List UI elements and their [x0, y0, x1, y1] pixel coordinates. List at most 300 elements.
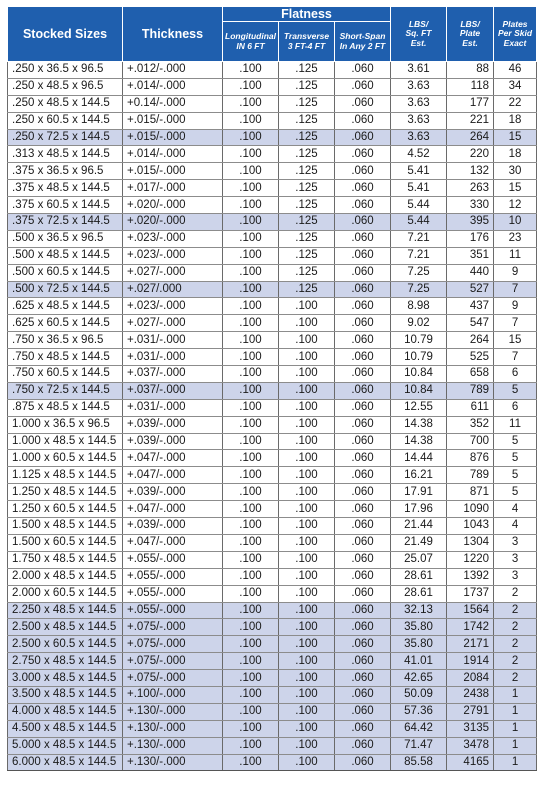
cell-flatness-longitudinal: .100: [223, 534, 279, 551]
cell-flatness-short-span: .060: [335, 112, 391, 129]
cell-flatness-longitudinal: .100: [223, 467, 279, 484]
header-plates-line3: Exact: [503, 37, 527, 48]
cell-plates-per-skid: 34: [494, 78, 537, 95]
cell-plates-per-skid: 5: [494, 484, 537, 501]
cell-lbs-per-plate: 264: [447, 332, 494, 349]
header-lbs-sqft-line3: Est.: [410, 37, 427, 48]
cell-stocked-size: 4.500 x 48.5 x 144.5: [8, 720, 123, 737]
table-row: [8, 416, 537, 433]
cell-thickness: +.039/-.000: [123, 484, 223, 501]
cell-flatness-short-span: .060: [335, 95, 391, 112]
cell-plates-per-skid: 11: [494, 416, 537, 433]
cell-plates-per-skid: 5: [494, 433, 537, 450]
cell-flatness-transverse: .125: [279, 214, 335, 231]
cell-flatness-short-span: .060: [335, 467, 391, 484]
cell-flatness-longitudinal: .100: [223, 382, 279, 399]
header-longitudinal-line1: Longitudinal: [225, 31, 276, 41]
cell-flatness-longitudinal: .100: [223, 298, 279, 315]
cell-flatness-short-span: .060: [335, 653, 391, 670]
cell-thickness: +.130/-.000: [123, 720, 223, 737]
header-transverse: [279, 22, 335, 62]
table-row: [8, 501, 537, 518]
table-row: [8, 720, 537, 737]
cell-stocked-size: 4.000 x 48.5 x 144.5: [8, 703, 123, 720]
cell-lbs-per-plate: 876: [447, 450, 494, 467]
cell-flatness-transverse: .100: [279, 433, 335, 450]
cell-plates-per-skid: 6: [494, 399, 537, 416]
cell-flatness-transverse: .100: [279, 737, 335, 754]
cell-flatness-short-span: .060: [335, 602, 391, 619]
cell-stocked-size: .500 x 72.5 x 144.5: [8, 281, 123, 298]
cell-stocked-size: .250 x 48.5 x 96.5: [8, 78, 123, 95]
header-stocked-sizes: Stocked Sizes: [8, 7, 123, 62]
cell-flatness-longitudinal: .100: [223, 568, 279, 585]
cell-lbs-per-sqft: 5.44: [391, 214, 447, 231]
cell-flatness-short-span: .060: [335, 568, 391, 585]
cell-lbs-per-sqft: 3.63: [391, 112, 447, 129]
cell-stocked-size: .500 x 60.5 x 144.5: [8, 264, 123, 281]
table-row: [8, 619, 537, 636]
cell-flatness-longitudinal: .100: [223, 450, 279, 467]
cell-lbs-per-plate: 395: [447, 214, 494, 231]
cell-flatness-longitudinal: .100: [223, 619, 279, 636]
cell-lbs-per-plate: 440: [447, 264, 494, 281]
cell-stocked-size: .625 x 60.5 x 144.5: [8, 315, 123, 332]
header-plates-line2: Per Skid: [498, 28, 533, 39]
cell-lbs-per-sqft: 4.52: [391, 146, 447, 163]
header-lbs-plate-line3: Est.: [462, 37, 478, 48]
table-row: [8, 382, 537, 399]
cell-lbs-per-sqft: 3.63: [391, 95, 447, 112]
cell-lbs-per-sqft: 50.09: [391, 686, 447, 703]
cell-flatness-longitudinal: .100: [223, 653, 279, 670]
cell-flatness-transverse: .100: [279, 298, 335, 315]
cell-thickness: +.015/-.000: [123, 112, 223, 129]
cell-thickness: +.039/-.000: [123, 433, 223, 450]
cell-lbs-per-plate: 88: [447, 62, 494, 79]
table-row: [8, 230, 537, 247]
cell-lbs-per-plate: 871: [447, 484, 494, 501]
cell-lbs-per-sqft: 42.65: [391, 670, 447, 687]
cell-stocked-size: .500 x 36.5 x 96.5: [8, 230, 123, 247]
cell-stocked-size: .500 x 48.5 x 144.5: [8, 247, 123, 264]
cell-flatness-short-span: .060: [335, 146, 391, 163]
cell-flatness-transverse: .125: [279, 281, 335, 298]
cell-lbs-per-sqft: 14.44: [391, 450, 447, 467]
table-row: [8, 754, 537, 771]
cell-lbs-per-sqft: 3.61: [391, 62, 447, 79]
cell-flatness-short-span: .060: [335, 197, 391, 214]
cell-plates-per-skid: 5: [494, 467, 537, 484]
cell-thickness: +.023/-.000: [123, 247, 223, 264]
cell-flatness-longitudinal: .100: [223, 247, 279, 264]
cell-lbs-per-sqft: 25.07: [391, 551, 447, 568]
cell-flatness-short-span: .060: [335, 703, 391, 720]
cell-stocked-size: .625 x 48.5 x 144.5: [8, 298, 123, 315]
cell-lbs-per-plate: 789: [447, 467, 494, 484]
cell-lbs-per-plate: 132: [447, 163, 494, 180]
cell-stocked-size: .250 x 48.5 x 144.5: [8, 95, 123, 112]
cell-flatness-short-span: .060: [335, 180, 391, 197]
cell-flatness-transverse: .100: [279, 670, 335, 687]
table-row: [8, 62, 537, 79]
header-short-span-line2: In Any 2 FT: [339, 40, 386, 51]
cell-flatness-transverse: .125: [279, 163, 335, 180]
cell-stocked-size: 1.250 x 60.5 x 144.5: [8, 501, 123, 518]
cell-flatness-longitudinal: .100: [223, 197, 279, 214]
cell-stocked-size: .750 x 36.5 x 96.5: [8, 332, 123, 349]
cell-flatness-short-span: .060: [335, 366, 391, 383]
cell-plates-per-skid: 5: [494, 450, 537, 467]
cell-lbs-per-plate: 118: [447, 78, 494, 95]
header-flatness: Flatness: [223, 7, 391, 22]
cell-stocked-size: .750 x 72.5 x 144.5: [8, 382, 123, 399]
cell-flatness-transverse: .100: [279, 349, 335, 366]
table-row: [8, 467, 537, 484]
cell-lbs-per-plate: 700: [447, 433, 494, 450]
cell-flatness-longitudinal: .100: [223, 518, 279, 535]
cell-flatness-longitudinal: .100: [223, 737, 279, 754]
cell-plates-per-skid: 15: [494, 180, 537, 197]
cell-lbs-per-plate: 2438: [447, 686, 494, 703]
cell-lbs-per-plate: 437: [447, 298, 494, 315]
cell-flatness-transverse: .100: [279, 467, 335, 484]
cell-thickness: +.023/-.000: [123, 230, 223, 247]
cell-plates-per-skid: 15: [494, 129, 537, 146]
cell-lbs-per-plate: 525: [447, 349, 494, 366]
cell-flatness-transverse: .100: [279, 484, 335, 501]
header-transverse-line2: 3 FT-4 FT: [287, 40, 326, 51]
cell-thickness: +.047/-.000: [123, 534, 223, 551]
table-row: [8, 737, 537, 754]
cell-lbs-per-sqft: 7.25: [391, 264, 447, 281]
cell-thickness: +.015/-.000: [123, 163, 223, 180]
cell-flatness-transverse: .125: [279, 129, 335, 146]
cell-flatness-longitudinal: .100: [223, 163, 279, 180]
cell-flatness-longitudinal: .100: [223, 315, 279, 332]
cell-thickness: +.027/-.000: [123, 315, 223, 332]
cell-flatness-longitudinal: .100: [223, 264, 279, 281]
cell-lbs-per-plate: 1914: [447, 653, 494, 670]
cell-flatness-short-span: .060: [335, 686, 391, 703]
cell-plates-per-skid: 2: [494, 602, 537, 619]
table-row: [8, 433, 537, 450]
cell-lbs-per-sqft: 21.44: [391, 518, 447, 535]
cell-plates-per-skid: 11: [494, 247, 537, 264]
cell-thickness: +.055/-.000: [123, 602, 223, 619]
table-header: [8, 7, 537, 62]
cell-thickness: +.130/-.000: [123, 703, 223, 720]
header-lbs-plate-line1: LBS/: [460, 18, 480, 29]
cell-lbs-per-sqft: 7.25: [391, 281, 447, 298]
cell-lbs-per-plate: 1220: [447, 551, 494, 568]
cell-plates-per-skid: 7: [494, 281, 537, 298]
cell-flatness-transverse: .100: [279, 332, 335, 349]
cell-stocked-size: 2.500 x 48.5 x 144.5: [8, 619, 123, 636]
cell-flatness-transverse: .125: [279, 62, 335, 79]
cell-plates-per-skid: 7: [494, 315, 537, 332]
cell-lbs-per-plate: 263: [447, 180, 494, 197]
cell-flatness-short-span: .060: [335, 281, 391, 298]
cell-stocked-size: 2.000 x 60.5 x 144.5: [8, 585, 123, 602]
header-thickness: Thickness: [123, 7, 223, 62]
cell-flatness-transverse: .125: [279, 180, 335, 197]
cell-thickness: +.100/-.000: [123, 686, 223, 703]
cell-stocked-size: .313 x 48.5 x 144.5: [8, 146, 123, 163]
cell-thickness: +.039/-.000: [123, 416, 223, 433]
cell-flatness-short-span: .060: [335, 670, 391, 687]
cell-stocked-size: .375 x 60.5 x 144.5: [8, 197, 123, 214]
cell-thickness: +.020/-.000: [123, 197, 223, 214]
header-plates-line1: Plates: [502, 18, 528, 29]
cell-plates-per-skid: 18: [494, 146, 537, 163]
cell-plates-per-skid: 3: [494, 551, 537, 568]
table-row: [8, 585, 537, 602]
cell-plates-per-skid: 18: [494, 112, 537, 129]
cell-thickness: +.031/-.000: [123, 349, 223, 366]
stocked-sizes-table: [7, 6, 537, 771]
cell-flatness-longitudinal: .100: [223, 585, 279, 602]
cell-flatness-transverse: .100: [279, 399, 335, 416]
cell-thickness: +.014/-.000: [123, 78, 223, 95]
table-row: [8, 703, 537, 720]
cell-flatness-longitudinal: .100: [223, 214, 279, 231]
table-row: [8, 686, 537, 703]
cell-plates-per-skid: 5: [494, 382, 537, 399]
cell-flatness-transverse: .100: [279, 366, 335, 383]
cell-lbs-per-plate: 1737: [447, 585, 494, 602]
cell-flatness-longitudinal: .100: [223, 78, 279, 95]
cell-plates-per-skid: 23: [494, 230, 537, 247]
cell-flatness-short-span: .060: [335, 399, 391, 416]
cell-lbs-per-sqft: 3.63: [391, 78, 447, 95]
cell-lbs-per-sqft: 17.96: [391, 501, 447, 518]
table-row: [8, 366, 537, 383]
cell-flatness-short-span: .060: [335, 129, 391, 146]
cell-lbs-per-plate: 220: [447, 146, 494, 163]
cell-lbs-per-plate: 177: [447, 95, 494, 112]
cell-thickness: +0.14/-.000: [123, 95, 223, 112]
cell-lbs-per-sqft: 10.84: [391, 366, 447, 383]
cell-flatness-short-span: .060: [335, 636, 391, 653]
cell-thickness: +.047/-.000: [123, 467, 223, 484]
cell-lbs-per-sqft: 64.42: [391, 720, 447, 737]
table-row: [8, 146, 537, 163]
cell-lbs-per-sqft: 28.61: [391, 568, 447, 585]
cell-flatness-transverse: .125: [279, 146, 335, 163]
table-row: [8, 163, 537, 180]
cell-plates-per-skid: 2: [494, 585, 537, 602]
cell-flatness-longitudinal: .100: [223, 332, 279, 349]
cell-thickness: +.047/-.000: [123, 501, 223, 518]
cell-flatness-short-span: .060: [335, 534, 391, 551]
cell-lbs-per-sqft: 7.21: [391, 247, 447, 264]
cell-plates-per-skid: 7: [494, 349, 537, 366]
table-row: [8, 214, 537, 231]
cell-flatness-short-span: .060: [335, 433, 391, 450]
cell-plates-per-skid: 6: [494, 366, 537, 383]
cell-flatness-short-span: .060: [335, 382, 391, 399]
cell-flatness-short-span: .060: [335, 720, 391, 737]
cell-stocked-size: .250 x 36.5 x 96.5: [8, 62, 123, 79]
header-lbs-plate-line2: Plate: [459, 28, 481, 39]
cell-lbs-per-sqft: 21.49: [391, 534, 447, 551]
cell-lbs-per-plate: 3135: [447, 720, 494, 737]
cell-lbs-per-plate: 3478: [447, 737, 494, 754]
cell-flatness-longitudinal: .100: [223, 501, 279, 518]
plate-specification-sheet: [7, 6, 536, 771]
cell-flatness-transverse: .100: [279, 416, 335, 433]
cell-lbs-per-sqft: 3.63: [391, 129, 447, 146]
cell-flatness-longitudinal: .100: [223, 112, 279, 129]
cell-flatness-longitudinal: .100: [223, 754, 279, 771]
cell-plates-per-skid: 12: [494, 197, 537, 214]
cell-flatness-short-span: .060: [335, 230, 391, 247]
cell-stocked-size: 5.000 x 48.5 x 144.5: [8, 737, 123, 754]
cell-stocked-size: 1.500 x 48.5 x 144.5: [8, 518, 123, 535]
cell-stocked-size: .375 x 72.5 x 144.5: [8, 214, 123, 231]
cell-flatness-longitudinal: .100: [223, 686, 279, 703]
cell-plates-per-skid: 22: [494, 95, 537, 112]
cell-stocked-size: 3.500 x 48.5 x 144.5: [8, 686, 123, 703]
cell-lbs-per-sqft: 14.38: [391, 416, 447, 433]
cell-flatness-longitudinal: .100: [223, 484, 279, 501]
cell-lbs-per-sqft: 85.58: [391, 754, 447, 771]
cell-flatness-longitudinal: .100: [223, 636, 279, 653]
header-longitudinal-line2: IN 6 FT: [236, 40, 265, 51]
cell-plates-per-skid: 4: [494, 518, 537, 535]
table-row: [8, 534, 537, 551]
cell-flatness-longitudinal: .100: [223, 551, 279, 568]
cell-plates-per-skid: 2: [494, 619, 537, 636]
cell-flatness-longitudinal: .100: [223, 366, 279, 383]
cell-lbs-per-plate: 1304: [447, 534, 494, 551]
header-plates-per-skid: [494, 7, 537, 62]
table-row: [8, 568, 537, 585]
cell-thickness: +.075/-.000: [123, 636, 223, 653]
cell-flatness-short-span: .060: [335, 298, 391, 315]
cell-stocked-size: 1.500 x 60.5 x 144.5: [8, 534, 123, 551]
cell-plates-per-skid: 15: [494, 332, 537, 349]
cell-flatness-transverse: .100: [279, 551, 335, 568]
cell-stocked-size: 3.000 x 48.5 x 144.5: [8, 670, 123, 687]
cell-plates-per-skid: 2: [494, 636, 537, 653]
cell-flatness-short-span: .060: [335, 484, 391, 501]
table-row: [8, 180, 537, 197]
cell-thickness: +.055/-.000: [123, 551, 223, 568]
cell-lbs-per-sqft: 14.38: [391, 433, 447, 450]
cell-lbs-per-sqft: 12.55: [391, 399, 447, 416]
table-row: [8, 349, 537, 366]
cell-flatness-transverse: .125: [279, 230, 335, 247]
cell-lbs-per-plate: 611: [447, 399, 494, 416]
cell-flatness-short-span: .060: [335, 163, 391, 180]
cell-thickness: +.027/.000: [123, 281, 223, 298]
cell-thickness: +.012/-.000: [123, 62, 223, 79]
cell-plates-per-skid: 10: [494, 214, 537, 231]
cell-thickness: +.130/-.000: [123, 754, 223, 771]
cell-lbs-per-sqft: 32.13: [391, 602, 447, 619]
table-row: [8, 450, 537, 467]
cell-stocked-size: .375 x 48.5 x 144.5: [8, 180, 123, 197]
cell-plates-per-skid: 4: [494, 501, 537, 518]
cell-lbs-per-sqft: 5.41: [391, 163, 447, 180]
cell-thickness: +.039/-.000: [123, 518, 223, 535]
cell-flatness-longitudinal: .100: [223, 95, 279, 112]
header-transverse-line1: Transverse: [283, 31, 330, 41]
cell-flatness-short-span: .060: [335, 551, 391, 568]
table-row: [8, 197, 537, 214]
cell-lbs-per-plate: 2084: [447, 670, 494, 687]
cell-flatness-transverse: .100: [279, 450, 335, 467]
cell-lbs-per-plate: 352: [447, 416, 494, 433]
cell-flatness-short-span: .060: [335, 349, 391, 366]
cell-flatness-longitudinal: .100: [223, 433, 279, 450]
cell-thickness: +.037/-.000: [123, 366, 223, 383]
cell-plates-per-skid: 3: [494, 568, 537, 585]
cell-flatness-short-span: .060: [335, 518, 391, 535]
cell-lbs-per-plate: 547: [447, 315, 494, 332]
cell-thickness: +.020/-.000: [123, 214, 223, 231]
cell-flatness-transverse: .100: [279, 720, 335, 737]
cell-lbs-per-sqft: 17.91: [391, 484, 447, 501]
table-row: [8, 670, 537, 687]
table-row: [8, 332, 537, 349]
cell-thickness: +.130/-.000: [123, 737, 223, 754]
header-lbs-sqft: [391, 7, 447, 62]
cell-flatness-short-span: .060: [335, 585, 391, 602]
cell-lbs-per-sqft: 10.84: [391, 382, 447, 399]
table-row: [8, 636, 537, 653]
table-row: [8, 315, 537, 332]
table-body: [8, 62, 537, 771]
cell-lbs-per-plate: 527: [447, 281, 494, 298]
cell-thickness: +.014/-.000: [123, 146, 223, 163]
cell-flatness-short-span: .060: [335, 315, 391, 332]
header-longitudinal: [223, 22, 279, 62]
cell-lbs-per-plate: 4165: [447, 754, 494, 771]
cell-thickness: +.027/-.000: [123, 264, 223, 281]
cell-lbs-per-plate: 1392: [447, 568, 494, 585]
cell-flatness-transverse: .100: [279, 686, 335, 703]
cell-flatness-transverse: .100: [279, 585, 335, 602]
cell-flatness-transverse: .100: [279, 501, 335, 518]
cell-flatness-short-span: .060: [335, 332, 391, 349]
cell-stocked-size: 1.125 x 48.5 x 144.5: [8, 467, 123, 484]
cell-flatness-longitudinal: .100: [223, 146, 279, 163]
cell-flatness-short-span: .060: [335, 264, 391, 281]
cell-thickness: +.031/-.000: [123, 332, 223, 349]
table-row: [8, 551, 537, 568]
cell-flatness-longitudinal: .100: [223, 602, 279, 619]
cell-plates-per-skid: 30: [494, 163, 537, 180]
cell-stocked-size: .375 x 36.5 x 96.5: [8, 163, 123, 180]
table-row: [8, 281, 537, 298]
cell-thickness: +.023/-.000: [123, 298, 223, 315]
cell-flatness-short-span: .060: [335, 78, 391, 95]
cell-thickness: +.031/-.000: [123, 399, 223, 416]
cell-plates-per-skid: 1: [494, 754, 537, 771]
cell-lbs-per-sqft: 8.98: [391, 298, 447, 315]
cell-lbs-per-plate: 2791: [447, 703, 494, 720]
cell-flatness-short-span: .060: [335, 737, 391, 754]
cell-lbs-per-sqft: 35.80: [391, 636, 447, 653]
cell-flatness-short-span: .060: [335, 754, 391, 771]
cell-lbs-per-sqft: 9.02: [391, 315, 447, 332]
cell-plates-per-skid: 2: [494, 670, 537, 687]
cell-flatness-longitudinal: .100: [223, 416, 279, 433]
cell-stocked-size: 1.000 x 48.5 x 144.5: [8, 433, 123, 450]
